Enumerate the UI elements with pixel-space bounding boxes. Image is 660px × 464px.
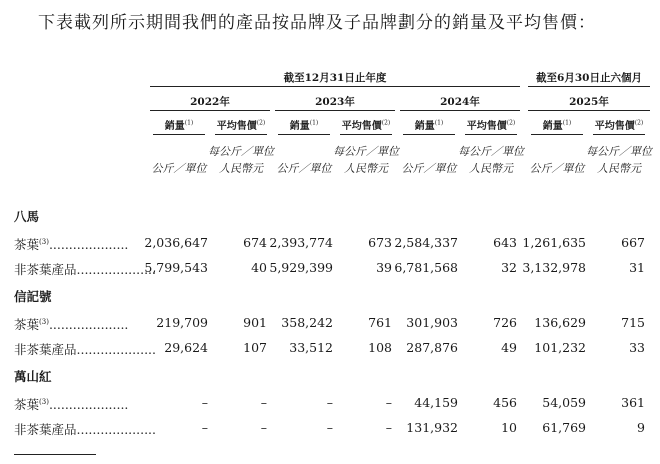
col-price-2025: 平均售價$^{(2)}$ <box>594 119 644 132</box>
table-cell: 301,903 <box>406 315 458 330</box>
table-cell: 2,584,337 <box>394 235 458 250</box>
year-2023: 2023年 <box>315 96 355 108</box>
table-cell: 32 <box>501 260 517 275</box>
col-volume-2023: 銷量$^{(1)}$ <box>289 119 319 132</box>
unit-volume-2023: 公斤／單位 <box>276 162 332 175</box>
table-cell: 358,242 <box>281 315 333 330</box>
table-cell: – <box>260 395 267 410</box>
table-cell: 33,512 <box>289 340 333 355</box>
footnote-rule <box>14 454 96 455</box>
row-label: 非茶葉產品.................... <box>14 342 156 357</box>
col-price-2022: 平均售價$^{(2)}$ <box>216 119 266 132</box>
unit-volume-2022: 公斤／單位 <box>151 162 207 175</box>
table-cell: 101,232 <box>534 340 586 355</box>
unit-price-2024: 每公斤／單位 人民幣元 <box>458 145 524 175</box>
table-cell: 61,769 <box>542 420 586 435</box>
col-rule <box>215 134 267 135</box>
table-cell: – <box>201 395 208 410</box>
table-cell: 31 <box>629 260 645 275</box>
period-half-header: 截至6月30日止六個月 <box>536 72 642 84</box>
table-cell: 39 <box>376 260 392 275</box>
period-year-rule <box>150 86 520 87</box>
table-cell: 136,629 <box>534 315 586 330</box>
col-rule <box>403 134 455 135</box>
year-rule-2022 <box>150 110 270 111</box>
table-cell: 107 <box>243 340 267 355</box>
period-half-rule <box>528 86 650 87</box>
col-volume-2022: 銷量$^{(1)}$ <box>164 119 194 132</box>
table-cell: 29,624 <box>164 340 208 355</box>
year-rule-2024 <box>400 110 520 111</box>
col-rule <box>278 134 330 135</box>
table-cell: – <box>326 395 333 410</box>
table-cell: – <box>326 420 333 435</box>
table-cell: 667 <box>621 235 645 250</box>
col-price-2024: 平均售價$^{(2)}$ <box>466 119 516 132</box>
year-2024: 2024年 <box>440 96 480 108</box>
row-label: 茶葉$^{(3)}$.................... <box>14 237 129 252</box>
table-cell: 726 <box>493 315 517 330</box>
brand-heading: 萬山紅 <box>14 369 52 384</box>
leader-dots: .................... <box>76 262 156 277</box>
brand-heading: 信記號 <box>14 289 52 304</box>
row-label: 非茶葉產品.................... <box>14 422 156 437</box>
table-cell: 5,799,543 <box>144 260 208 275</box>
table-cell: 131,932 <box>406 420 458 435</box>
year-rule-2025 <box>528 110 650 111</box>
table-cell: 40 <box>251 260 267 275</box>
unit-price-2022: 每公斤／單位 人民幣元 <box>208 145 274 175</box>
table-cell: – <box>385 420 392 435</box>
table-cell: 715 <box>621 315 645 330</box>
year-2022: 2022年 <box>190 96 230 108</box>
col-rule <box>153 134 205 135</box>
unit-price-2023: 每公斤／單位 人民幣元 <box>333 145 399 175</box>
unit-volume-2024: 公斤／單位 <box>401 162 457 175</box>
col-rule <box>593 134 645 135</box>
table-cell: 643 <box>493 235 517 250</box>
table-cell: 901 <box>243 315 267 330</box>
table-cell: 219,709 <box>156 315 208 330</box>
row-label: 茶葉$^{(3)}$.................... <box>14 397 129 412</box>
brand-heading: 八馬 <box>14 209 40 224</box>
leader-dots: .................... <box>48 397 129 412</box>
col-rule <box>465 134 517 135</box>
leader-dots: .................... <box>76 422 156 437</box>
col-volume-2025: 銷量$^{(1)}$ <box>542 119 572 132</box>
col-price-2023: 平均售價$^{(2)}$ <box>341 119 391 132</box>
table-cell: 2,036,647 <box>144 235 208 250</box>
table-cell: 287,876 <box>406 340 458 355</box>
year-2025: 2025年 <box>569 96 609 108</box>
col-volume-2024: 銷量$^{(1)}$ <box>414 119 444 132</box>
table-cell: – <box>385 395 392 410</box>
leader-dots: .................... <box>48 317 129 332</box>
table-cell: 674 <box>243 235 267 250</box>
table-cell: – <box>201 420 208 435</box>
leader-dots: .................... <box>76 342 156 357</box>
table-cell: 10 <box>501 420 517 435</box>
row-label: 非茶葉產品.................... <box>14 262 156 277</box>
row-label: 茶葉$^{(3)}$.................... <box>14 317 129 332</box>
intro-text: 下表載列所示期間我們的產品按品牌及子品牌劃分的銷量及平均售價： <box>38 13 596 33</box>
table-cell: 44,159 <box>414 395 458 410</box>
table-cell: 1,261,635 <box>522 235 586 250</box>
period-year-header: 截至12月31日止年度 <box>283 72 387 84</box>
table-cell: 9 <box>637 420 645 435</box>
table-cell: 33 <box>629 340 645 355</box>
year-rule-2023 <box>275 110 395 111</box>
table-cell: 54,059 <box>542 395 586 410</box>
table-cell: 108 <box>368 340 392 355</box>
table-cell: 2,393,774 <box>269 235 333 250</box>
col-rule <box>531 134 583 135</box>
leader-dots: .................... <box>48 237 129 252</box>
table-cell: 673 <box>368 235 392 250</box>
table-cell: 361 <box>621 395 645 410</box>
table-cell: 456 <box>493 395 517 410</box>
table-cell: 6,781,568 <box>394 260 458 275</box>
table-cell: 5,929,399 <box>269 260 333 275</box>
unit-price-2025: 每公斤／單位 人民幣元 <box>586 145 652 175</box>
col-rule <box>340 134 392 135</box>
table-cell: 3,132,978 <box>522 260 586 275</box>
table-cell: 761 <box>368 315 392 330</box>
table-cell: – <box>260 420 267 435</box>
unit-volume-2025: 公斤／單位 <box>529 162 585 175</box>
table-cell: 49 <box>501 340 517 355</box>
